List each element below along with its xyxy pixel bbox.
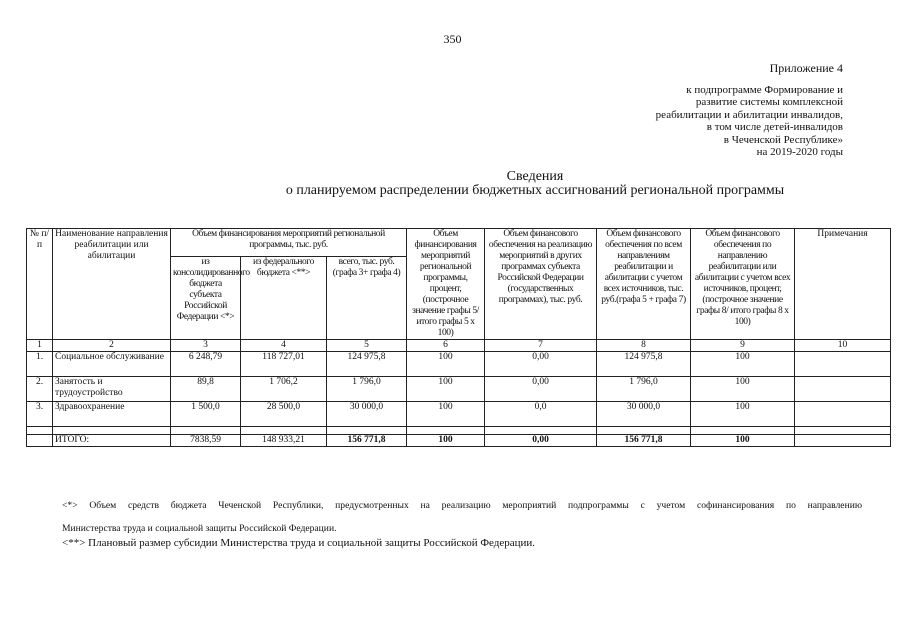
cell-other-programs: 0,00 xyxy=(485,352,597,377)
annex-line: к подпрограмме Формирование и xyxy=(686,83,843,96)
cell-total: 1 796,0 xyxy=(327,377,407,402)
cell-share-all-sources: 100 xyxy=(691,352,795,377)
header-consolidated: из консолидированного бюджета субъекта Российской Федерации <*> xyxy=(171,257,241,340)
column-number: 5 xyxy=(327,340,407,352)
cell-other-programs: 0,00 xyxy=(485,377,597,402)
table-row xyxy=(27,377,891,402)
total-share-all-sources: 100 xyxy=(691,435,795,447)
total-other-programs: 0,00 xyxy=(485,435,597,447)
total-regional-share: 100 xyxy=(407,435,485,447)
cell-consolidated: 1 500,0 xyxy=(171,402,241,427)
cell-notes xyxy=(795,352,891,377)
annex-line: развитие системы комплексной xyxy=(695,96,843,108)
header-num: № п/п xyxy=(27,229,53,340)
column-number: 9 xyxy=(691,340,795,352)
table-header-row xyxy=(27,229,891,257)
cell-num: 3. xyxy=(27,402,53,427)
footnote-consolidated xyxy=(62,494,862,540)
document-heading: Сведения xyxy=(506,169,564,184)
cell-num: 2. xyxy=(27,377,53,402)
column-number: 10 xyxy=(795,340,891,352)
cell-share-all-sources: 100 xyxy=(691,377,795,402)
header-other-programs: Объем финансового обеспечения на реализацию мероприятий в других программах субъекта Российской Федерации (государственных программах), тыс. руб. xyxy=(485,229,597,340)
cell-name: Социальное обслуживание xyxy=(53,352,171,377)
header-share-all-sources: Объем финансового обеспечения по направлению реабилитации или абилитации с учетом всех источников, процент, (построчное значение графы 8/ итого графы 8 х 100) xyxy=(691,229,795,340)
header-total: всего, тыс. руб. (графа 3+ графа 4) xyxy=(327,257,407,340)
column-number: 8 xyxy=(597,340,691,352)
annex-block xyxy=(656,62,843,159)
cell-all-sources: 124 975,8 xyxy=(597,352,691,377)
column-number: 1 xyxy=(27,340,53,352)
cell-name: Здравоохранение xyxy=(53,402,171,427)
table-row xyxy=(27,402,891,427)
column-number: 7 xyxy=(485,340,597,352)
header-regional-share: Объем финансирования мероприятий региональной программы, процент, (построчное значение графы 5/ итого графы 5 х 100) xyxy=(407,229,485,340)
cell-share-all-sources: 100 xyxy=(691,402,795,427)
column-number: 4 xyxy=(241,340,327,352)
document-subheading: о планируемом распределении бюджетных ассигнований региональной программы xyxy=(285,183,785,198)
annex-line: в Чеченской Республике» xyxy=(723,133,843,146)
cell-notes xyxy=(795,402,891,427)
column-number: 6 xyxy=(407,340,485,352)
total-notes xyxy=(795,435,891,447)
header-name: Наименование направления реабилитации или абилитации xyxy=(53,229,171,340)
cell-regional-share: 100 xyxy=(407,402,485,427)
header-all-sources: Объем финансового обеспечения по всем направлениям реабилитации и абилитации с учетом всех источников, тыс. руб.(графа 5 + графа 7) xyxy=(597,229,691,340)
cell-other-programs: 0,0 xyxy=(485,402,597,427)
annex-title: Приложение 4 xyxy=(769,61,843,75)
footnote-line: <*> Объем средств бюджета Чеченской Республики, предусмотренных на реализацию мероприятий подпрограммы с учетом софинансирования по направлению xyxy=(62,500,862,511)
header-federal: из федерального бюджета <**> xyxy=(241,257,327,340)
table-spacer-row xyxy=(27,427,891,435)
column-number: 3 xyxy=(171,340,241,352)
header-notes: Примечания xyxy=(795,229,891,340)
cell-num: 1. xyxy=(27,352,53,377)
annex-line: на 2019-2020 годы xyxy=(756,146,843,158)
table-total-row xyxy=(27,435,891,447)
table-row xyxy=(27,352,891,377)
cell-regional-share: 100 xyxy=(407,352,485,377)
cell-notes xyxy=(795,377,891,402)
budget-table xyxy=(26,228,891,447)
cell-total: 30 000,0 xyxy=(327,402,407,427)
cell-consolidated: 6 248,79 xyxy=(171,352,241,377)
cell-consolidated: 89,8 xyxy=(171,377,241,402)
column-number-row xyxy=(27,340,891,352)
total-all-sources: 156 771,8 xyxy=(597,435,691,447)
cell-federal: 28 500,0 xyxy=(241,402,327,427)
cell-name: Занятость и трудоустройство xyxy=(53,377,171,402)
annex-line: реабилитации и абилитации инвалидов, xyxy=(655,108,843,121)
total-total: 156 771,8 xyxy=(327,435,407,447)
annex-line: в том числе детей-инвалидов xyxy=(706,121,843,133)
footnote-line: Министерства труда и социальной защиты Российской Федерации. xyxy=(62,523,337,534)
total-consolidated: 7838,59 xyxy=(171,435,241,447)
cell-regional-share: 100 xyxy=(407,377,485,402)
cell-federal: 118 727,01 xyxy=(241,352,327,377)
page-number: 350 xyxy=(443,32,462,46)
total-label: ИТОГО: xyxy=(53,435,171,447)
cell-federal: 1 706,2 xyxy=(241,377,327,402)
column-number: 2 xyxy=(53,340,171,352)
header-volume-group: Объем финансирования мероприятий региональной программы, тыс. руб. xyxy=(171,229,407,257)
cell-all-sources: 1 796,0 xyxy=(597,377,691,402)
total-federal: 148 933,21 xyxy=(241,435,327,447)
cell-total: 124 975,8 xyxy=(327,352,407,377)
cell-all-sources: 30 000,0 xyxy=(597,402,691,427)
footnote-federal: <**> Плановый размер субсидии Министерства труда и социальной защиты Российской Федерации. xyxy=(62,537,536,549)
